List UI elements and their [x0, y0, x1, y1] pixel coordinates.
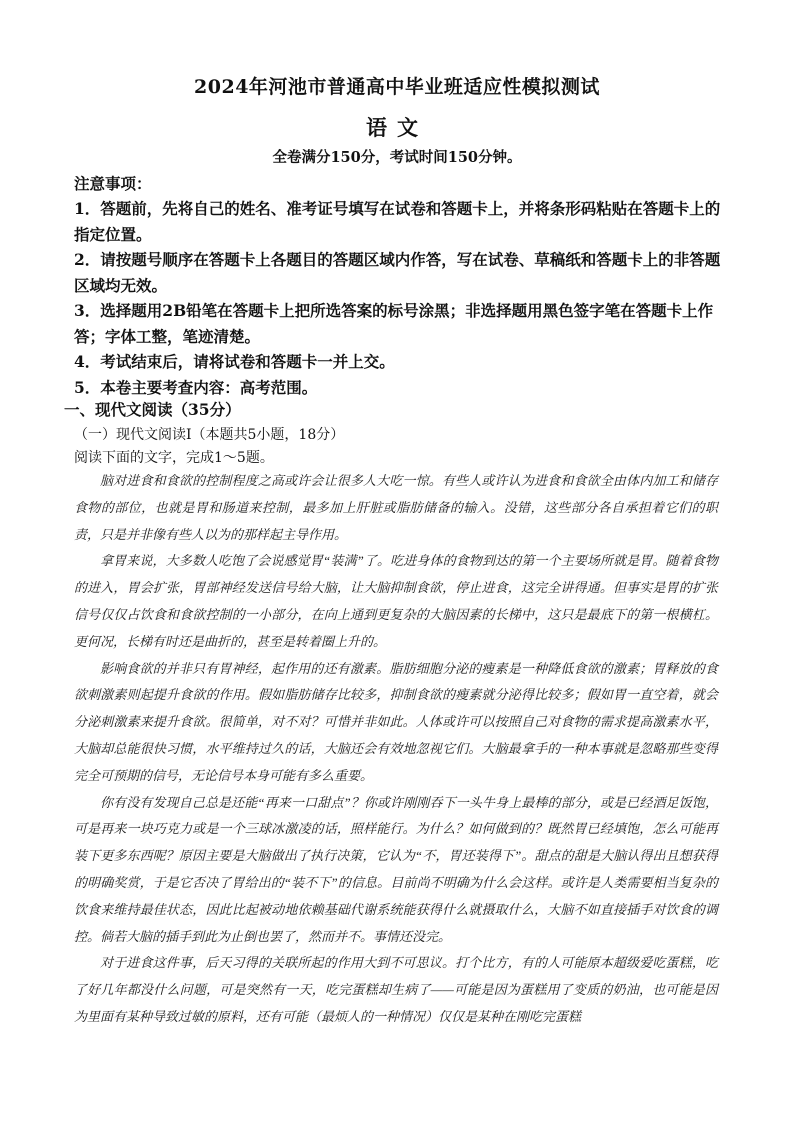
note-item: 2．请按题号顺序在答题卡上各题目的答题区域内作答，写在试卷、草稿纸和答题卡上的非答题区域均无效。 — [74, 250, 721, 295]
note-item: 5．本卷主要考查内容：高考范围。 — [74, 377, 318, 397]
passage-paragraph: 脑对进食和食欲的控制程度之高或许会让很多人大吃一惊。有些人或许认为进食和食欲全由体内加工和储存食物的部位，也就是胃和肠道来控制，最多加上肝脏或脂肪储备的输入。没错，这些部分各自承担着它们的职责，只是并非像有些人以为的那样起主导作用。 — [74, 473, 718, 542]
reading-instruction: 阅读下面的文字，完成1～5题。 — [74, 450, 274, 466]
note-item: 1．答题前，先将自己的姓名、准考证号填写在试卷和答题卡上，并将条形码粘贴在答题卡上的指定位置。 — [74, 199, 721, 244]
passage-paragraph: 影响食欲的并非只有胃神经，起作用的还有激素。脂肪细胞分泌的瘦素是一种降低食欲的激素；胃释放的食欲刺激素则起提升食欲的作用。假如脂肪储存比较多，抑制食欲的瘦素就分泌得比较多；假如胃一直空着，就会分泌刺激素来提升食欲。很简单，对不对？可惜并非如此。人体或许可以按照自己对食物的需求提高激素水平，大脑却总能很快习惯，水平维持过久的话，大脑还会有效地忽视它们。大脑最拿手的一种本事就是忽略那些变得完全可预期的信号，无论信号本身可能有多么重要。 — [74, 660, 718, 783]
note-item: 4．考试结束后，请将试卷和答题卡一并上交。 — [74, 352, 395, 371]
notes-list — [74, 196, 724, 400]
passage-paragraph: 对于进食这件事，后天习得的关联所起的作用大到不可思议。打个比方，有的人可能原本超级爱吃蛋糕，吃了好几年都没什么问题，可是突然有一天，吃完蛋糕却生病了——可能是因为蛋糕用了变质的奶油，也可能是因为里面有某种导致过敏的原料，还有可能（最烦人的一种情况）仅仅是某种在刚吃完蛋糕 — [74, 955, 718, 1024]
passage-paragraph: 拿胃来说，大多数人吃饱了会说感觉胃“装满”了。吃进身体的食物到达的第一个主要场所就是胃。随着食物的进入，胃会扩张，胃部神经发送信号给大脑，让大脑抑制食欲，停止进食，这完全讲得通。但事实是胃的扩张信号仅仅占饮食和食欲控制的一小部分，在向上通到更复杂的大脑因素的长梯中，这只是最底下的第一根横杠。更何况，长梯有时还是曲折的，甚至是转着圈上升的。 — [74, 553, 718, 649]
exam-title: 2024年河池市普通高中毕业班适应性模拟测试 — [194, 76, 600, 98]
subsection-heading: （一）现代文阅读Ⅰ（本题共5小题，18分） — [74, 427, 345, 443]
section-heading: 一、现代文阅读（35分） — [64, 400, 241, 419]
subject-title: 语文 — [366, 115, 428, 140]
notes-heading: 注意事项： — [74, 174, 152, 193]
reading-passage — [74, 468, 718, 1031]
passage-paragraph: 你有没有发现自己总是还能“再来一口甜点”？你或许刚刚吞下一头牛身上最棒的部分，或是已经酒足饭饱，可是再来一块巧克力或是一个三球冰激凌的话，照样能行。为什么？如何做到的？既然胃已经填饱，怎么可能再装下更多东西呢？原因主要是大脑做出了执行决策，它认为“不，胃还装得下”。甜点的甜是大脑认得出且想获得的明确奖赏，于是它否决了胃给出的“装不下”的信息。目前尚不明确为什么会这样。或许是人类需要相当复杂的饮食来维持最佳状态，因此比起被动地依赖基础代谢系统能获得什么就摄取什么，大脑不如直接插手对饮食的调控。倘若大脑的插手到此为止倒也罢了，然而并不。事情还没完。 — [74, 794, 718, 944]
note-item: 3．选择题用2B铅笔在答题卡上把所选答案的标号涂黑；非选择题用黑色签字笔在答题卡上作答；字体工整，笔迹清楚。 — [74, 301, 714, 346]
exam-score-time: 全卷满分150分，考试时间150分钟。 — [272, 149, 522, 166]
